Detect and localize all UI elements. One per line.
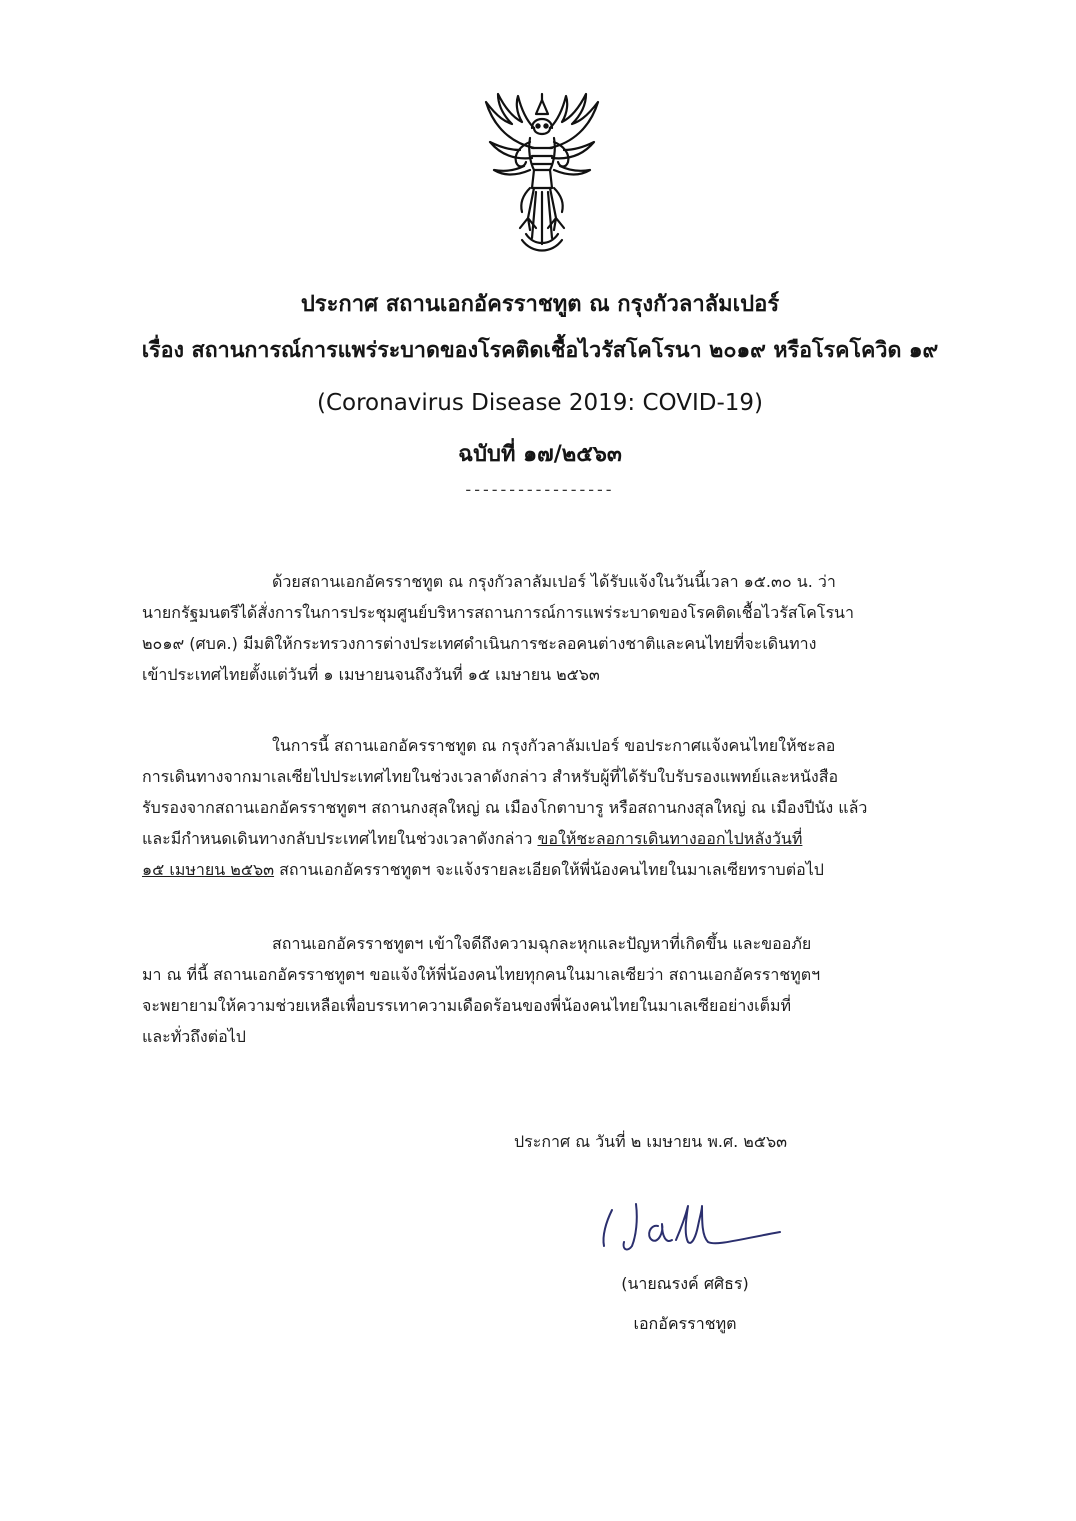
paragraph-line: นายกรัฐมนตรีได้สั่งการในการประชุมศูนย์บริหารสถานการณ์การแพร่ระบาดของโรคติดเชื้อไวรัสโคโรนา xyxy=(142,603,854,622)
paragraph-line xyxy=(142,823,942,854)
signer-name: (นายณรงค์ ศศิธร) xyxy=(621,1274,749,1293)
underlined-notice: ขอให้ชะลอการเดินทางออกไปหลังวันที่ xyxy=(537,829,803,848)
paragraph-text: และมีกำหนดเดินทางกลับประเทศไทยในช่วงเวลาดังกล่าว xyxy=(142,829,538,848)
announcement-title: ประกาศ สถานเอกอัครราชทูต ณ กรุงกัวลาลัมเปอร์ xyxy=(300,292,780,317)
announcement-subject-english: (Coronavirus Disease 2019: COVID-19) xyxy=(316,390,764,416)
signer-title: เอกอัครราชทูต xyxy=(633,1314,737,1333)
underlined-date: ๑๕ เมษายน ๒๕๖๓ xyxy=(142,860,275,879)
paragraph-line: มา ณ ที่นี้ สถานเอกอัครราชทูตฯ ขอแจ้งให้พี่น้องคนไทยทุกคนในมาเลเซียว่า สถานเอกอัครราชทูตฯ xyxy=(142,965,821,984)
paragraph-line: สถานเอกอัครราชทูตฯ เข้าใจดีถึงความฉุกละหุกและปัญหาที่เกิดขึ้น และขออภัย xyxy=(272,934,812,953)
paragraph-text: สถานเอกอัครราชทูตฯ จะแจ้งรายละเอียดให้พี่น้องคนไทยในมาเลเซียทราบต่อไป xyxy=(274,860,824,879)
paragraph-line: เข้าประเทศไทยตั้งแต่วันที่ ๑ เมษายนจนถึงวันที่ ๑๕ เมษายน ๒๕๖๓ xyxy=(142,665,600,684)
paragraph-3 xyxy=(142,928,942,1052)
garuda-emblem-icon xyxy=(472,88,612,258)
paragraph-line: จะพยายามให้ความช่วยเหลือเพื่อบรรเทาความเดือดร้อนของพี่น้องคนไทยในมาเลเซียอย่างเต็มที่ xyxy=(142,996,792,1015)
paragraph-line: การเดินทางจากมาเลเซียไปประเทศไทยในช่วงเวลาดังกล่าว สำหรับผู้ที่ได้รับใบรับรองแพทย์และหนังสือ xyxy=(142,767,839,786)
separator-line: ----------------- xyxy=(465,480,615,499)
paragraph-line: ด้วยสถานเอกอัครราชทูต ณ กรุงกัวลาลัมเปอร์ ได้รับแจ้งในวันนี้เวลา ๑๕.๓๐ น. ว่า xyxy=(272,572,836,591)
paragraph-2 xyxy=(142,730,942,885)
announcement-subject: เรื่อง สถานการณ์การแพร่ระบาดของโรคติดเชื้อไวรัสโคโรนา ๒๐๑๙ หรือโรคโควิด ๑๙ xyxy=(141,338,939,363)
issue-number: ฉบับที่ ๑๗/๒๕๖๓ xyxy=(458,442,622,467)
paragraph-line: และทั่วถึงต่อไป xyxy=(142,1027,246,1046)
paragraph-line xyxy=(142,854,942,885)
announcement-date: ประกาศ ณ วันที่ ๒ เมษายน พ.ศ. ๒๕๖๓ xyxy=(514,1132,788,1151)
paragraph-line: ๒๐๑๙ (ศบค.) มีมติให้กระทรวงการต่างประเทศดำเนินการชะลอคนต่างชาติและคนไทยที่จะเดินทาง xyxy=(142,634,817,653)
paragraph-1 xyxy=(142,566,942,690)
paragraph-line: รับรองจากสถานเอกอัครราชทูตฯ สถานกงสุลใหญ่ ณ เมืองโกตาบารู หรือสถานกงสุลใหญ่ ณ เมืองปีนัง แล้ว xyxy=(142,798,868,817)
signature-icon xyxy=(596,1196,786,1266)
paragraph-line: ในการนี้ สถานเอกอัครราชทูต ณ กรุงกัวลาลัมเปอร์ ขอประกาศแจ้งคนไทยให้ชะลอ xyxy=(272,736,836,755)
